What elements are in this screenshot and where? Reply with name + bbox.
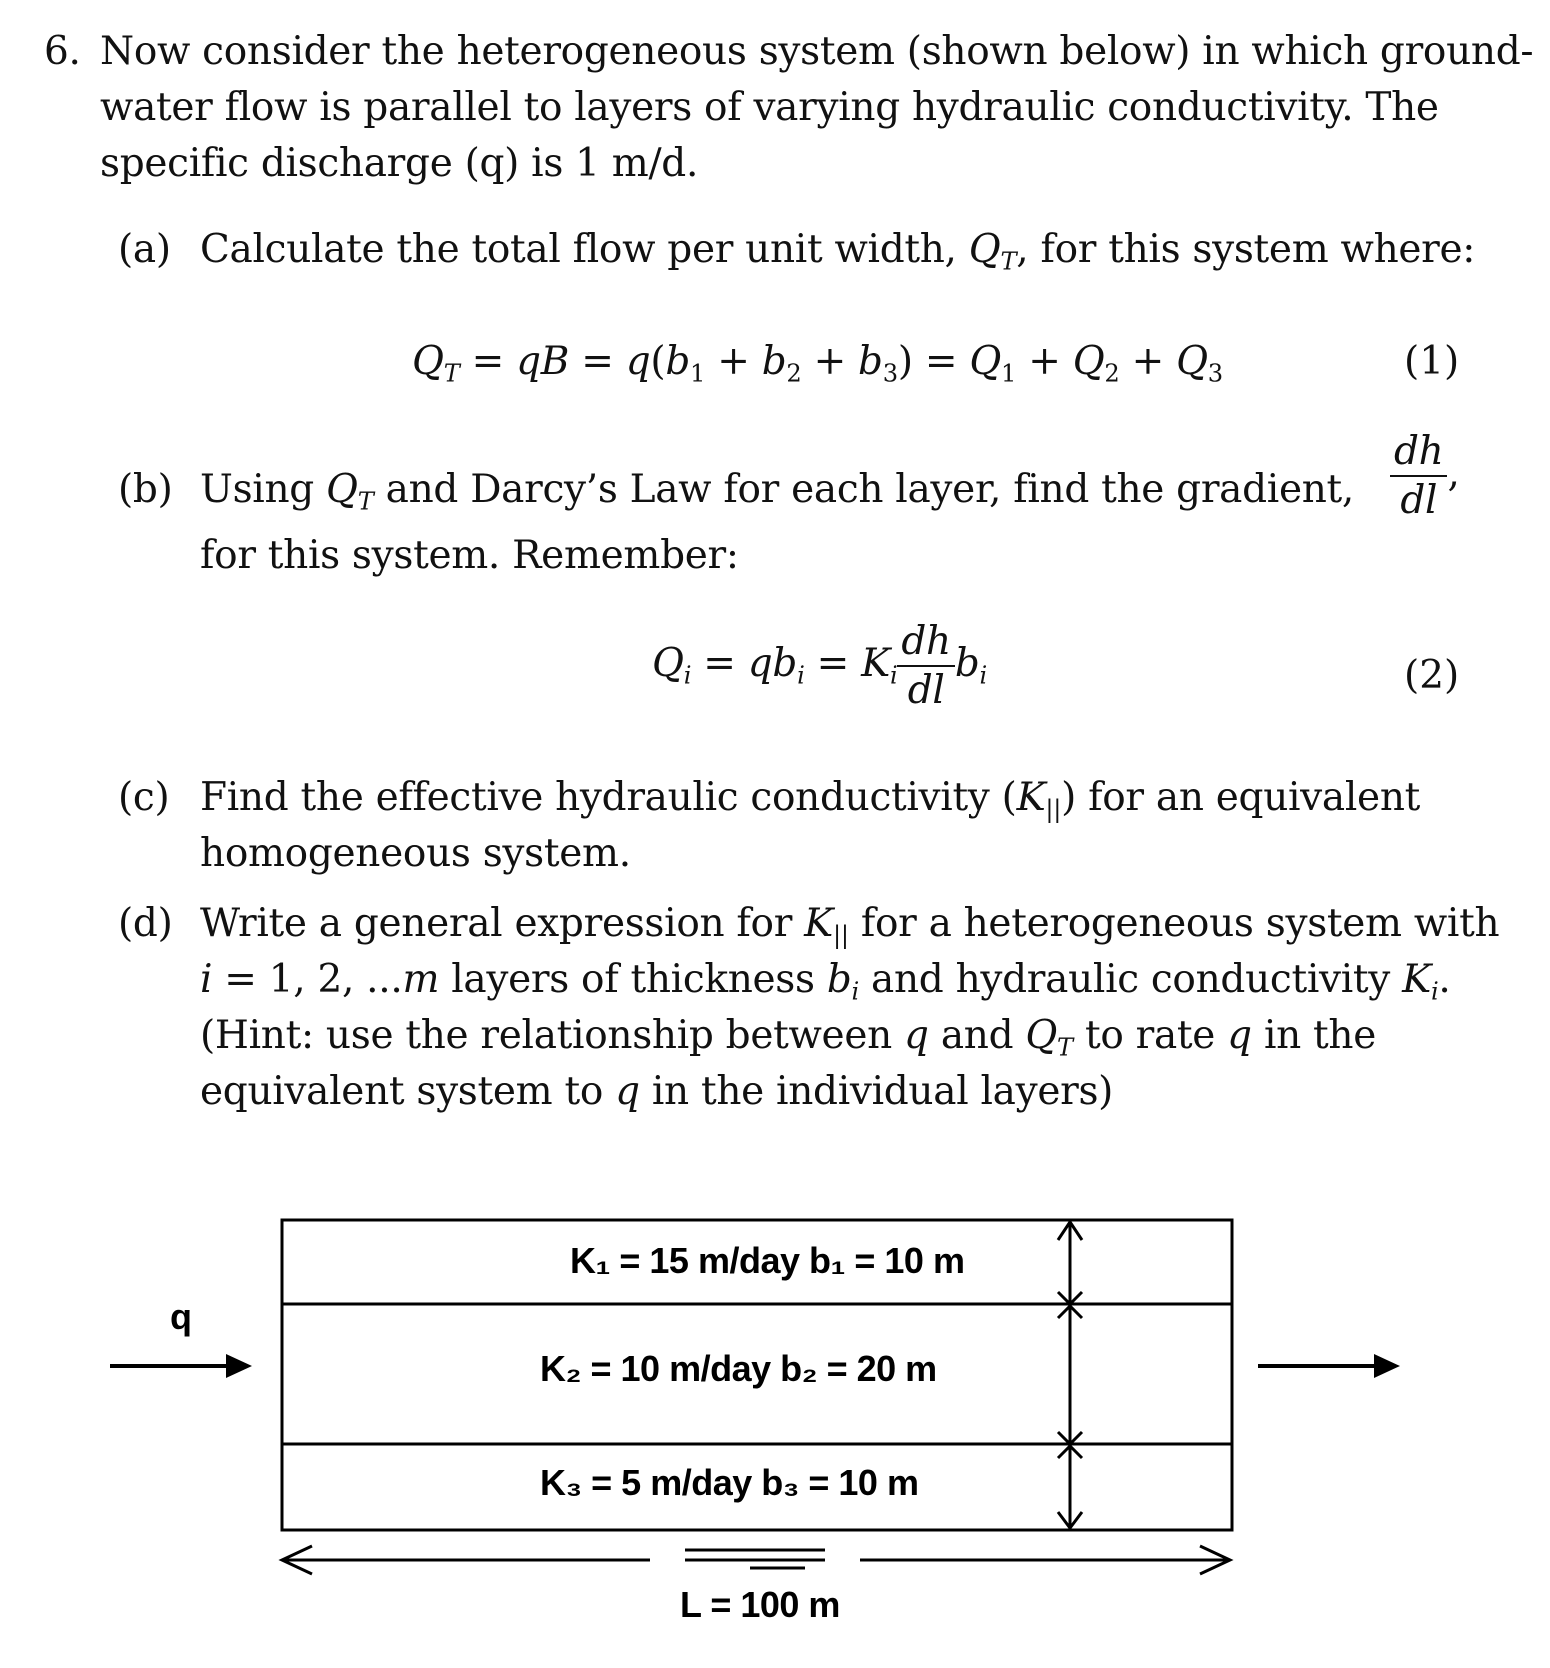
part-d-line-2: i = 1, 2, ...m layers of thickness $b_i$ and hydraulic conductivity $K_i$. bbox=[200, 957, 1451, 1006]
part-a-label: (a) bbox=[118, 227, 171, 272]
equation-2-number: (2) bbox=[1404, 653, 1460, 698]
intro-line-3: specific discharge (q) is 1 m/d. bbox=[100, 141, 699, 186]
gradient-fraction: $\frac{dh}{dl}$ , bbox=[1390, 432, 1460, 520]
equation-1: $Q_T$ = qB = $q(b_1 + b_2 + b_3) = Q_1 + Q_2 + Q_3$ bbox=[412, 339, 1223, 388]
layer-3-label: K₃ = 5 m/day b₃ = 10 m bbox=[540, 1462, 919, 1503]
equation-2: $Q_i = qb_i = K_i$ $\frac{dh}{dl}$ $b_i$ bbox=[652, 619, 987, 713]
part-b-line-2: for this system. Remember: bbox=[200, 533, 739, 578]
layered-aquifer-diagram bbox=[0, 1200, 1550, 1664]
part-b-label: (b) bbox=[118, 467, 173, 512]
outflow-arrow-head bbox=[1374, 1354, 1400, 1378]
part-c-line-2: homogeneous system. bbox=[200, 831, 631, 876]
equation-1-number: (1) bbox=[1404, 339, 1460, 384]
intro-line-2: water flow is parallel to layers of varying hydraulic conductivity. The bbox=[100, 85, 1439, 130]
problem-number: 6. bbox=[44, 29, 81, 74]
part-a-text: Calculate the total flow per unit width, $Q_T$, for this system where: bbox=[200, 227, 1476, 276]
inflow-label: q bbox=[170, 1296, 192, 1337]
length-label: L = 100 m bbox=[680, 1584, 840, 1625]
inflow-arrow-head bbox=[226, 1354, 252, 1378]
part-d-line-1: Write a general expression for $K_{||}$ for a heterogeneous system with bbox=[200, 901, 1500, 950]
layer-2-label: K₂ = 10 m/day b₂ = 20 m bbox=[540, 1348, 937, 1389]
part-b-line-1: Using $Q_T$ and Darcy’s Law for each layer, find the gradient, bbox=[200, 467, 1355, 516]
part-c-label: (c) bbox=[118, 775, 170, 820]
part-d-line-3: (Hint: use the relationship between q and $Q_T$ to rate q in the bbox=[200, 1013, 1376, 1062]
part-c-line-1: Find the effective hydraulic conductivity $(K_{||})$ for an equivalent bbox=[200, 775, 1421, 824]
layer-1-label: K₁ = 15 m/day b₁ = 10 m bbox=[570, 1240, 965, 1281]
part-d-line-4: equivalent system to q in the individual layers) bbox=[200, 1069, 1114, 1114]
part-d-label: (d) bbox=[118, 901, 173, 946]
intro-line-1: Now consider the heterogeneous system (shown below) in which ground- bbox=[100, 29, 1534, 74]
